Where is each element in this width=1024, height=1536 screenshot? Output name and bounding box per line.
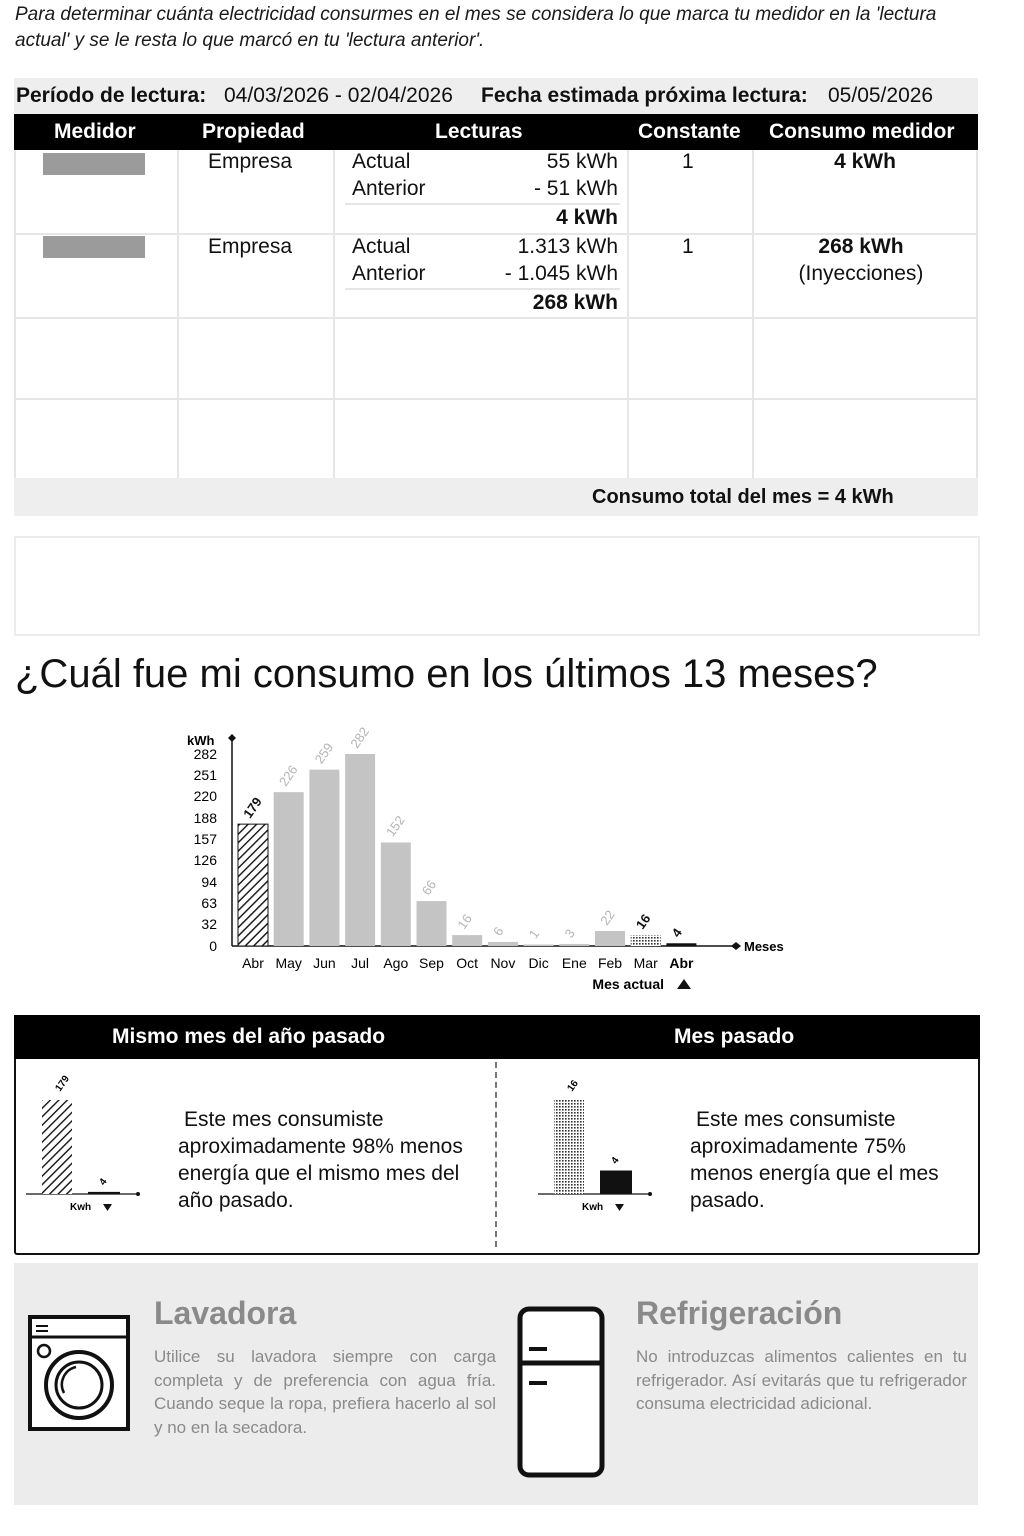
x-tick-label: Nov (490, 955, 516, 971)
x-tick-label: May (275, 955, 302, 971)
table-border (976, 150, 978, 478)
mini-axis-label: Kwh (582, 1202, 604, 1213)
last-month-text-line: Este mes consumiste (696, 1108, 896, 1131)
row2-actual-label: Actual (352, 235, 411, 258)
col-constant: Constante (638, 120, 741, 143)
table-divider (177, 150, 179, 478)
chart-bar (524, 945, 554, 947)
row2-actual-value: 1.313 kWh (517, 235, 618, 258)
consumption-bar-chart (0, 715, 1024, 1005)
bar-value-label: 179 (240, 794, 265, 821)
bar-value-label: 282 (347, 724, 373, 751)
y-tick-label: 157 (193, 831, 217, 848)
x-tick-label: Jun (313, 955, 336, 971)
x-tick-label: Abr (669, 955, 694, 971)
row1-previous-value: - 51 kWh (533, 177, 618, 200)
last-month-text (690, 1106, 970, 1214)
x-tick-label: Mar (633, 955, 658, 971)
last-month-text-line: pasado. (690, 1189, 765, 1212)
tip-fridge-title: Refrigeración (636, 1295, 843, 1331)
y-tick-label: 220 (193, 788, 217, 805)
mini-value-current: 4 (609, 1155, 622, 1167)
mini-axis-end (136, 1192, 140, 1196)
history-title: ¿Cuál fue mi consumo en los últimos 13 meses? (15, 652, 878, 696)
bar-value-label: 6 (490, 924, 507, 939)
row1-consumption: 4 kWh (834, 150, 896, 173)
next-reading-label: Fecha estimada próxima lectura: (481, 84, 808, 107)
y-tick-label: 251 (193, 767, 217, 784)
chart-bar (309, 770, 339, 946)
y-tick-label: 126 (193, 852, 217, 869)
subtotal-line (345, 203, 620, 205)
refrigerator-icon (517, 1305, 607, 1481)
row1-actual-value: 55 kWh (546, 150, 618, 173)
chart-bar (274, 792, 304, 946)
bar-value-label: 16 (632, 911, 654, 932)
monthly-total: Consumo total del mes = 4 kWh (592, 486, 894, 508)
row1-previous-label: Anterior (352, 177, 426, 200)
same-month-text (178, 1106, 488, 1214)
col-meter: Medidor (54, 120, 136, 143)
x-axis-arrow (731, 942, 741, 950)
table-divider (752, 150, 754, 478)
meter-table-header (14, 114, 978, 150)
chart-bar (381, 843, 411, 946)
reading-period-bar (14, 78, 978, 114)
same-month-text-line: año pasado. (178, 1189, 294, 1212)
period-label: Período de lectura: (16, 84, 207, 107)
row2-previous-value: - 1.045 kWh (504, 262, 618, 285)
subtotal-line (345, 288, 620, 290)
table-divider (14, 317, 978, 319)
chart-bar (595, 931, 625, 946)
chart-bar (238, 824, 268, 946)
tip-washer-text: Utilice su lavadora siempre con carga completa y de preferencia con agua fría. Cuando seque la ropa, prefiera hacerlo al sol y no en la secadora. (154, 1347, 496, 1437)
table-border (14, 150, 16, 478)
mini-bar-current (600, 1171, 632, 1195)
meter-id-redacted (43, 153, 145, 175)
y-tick-label: 188 (193, 810, 217, 826)
same-month-text-line: Este mes consumiste (184, 1108, 384, 1131)
bar-value-label: 3 (561, 926, 578, 941)
same-month-text-line: energía que el mismo mes del (178, 1162, 460, 1185)
table-divider (627, 150, 629, 478)
chart-bar (488, 942, 518, 946)
row2-property: Empresa (208, 235, 293, 258)
mini-axis-label: Kwh (70, 1202, 92, 1213)
row1-diff: 4 kWh (556, 206, 618, 229)
same-month-mini-chart (20, 1070, 160, 1220)
chart-bar (417, 901, 447, 946)
chart-bar (559, 944, 589, 946)
same-month-text-line: aproximadamente 98% menos (178, 1135, 463, 1158)
last-month-title: Mes pasado (674, 1025, 795, 1048)
mini-bar-past (42, 1100, 72, 1194)
row2-consumption-note: (Inyecciones) (798, 262, 924, 285)
mini-axis-marker (615, 1204, 624, 1211)
monthly-total-bar (14, 478, 978, 516)
y-axis-arrow (228, 734, 236, 742)
mini-value-past: 16 (565, 1078, 581, 1094)
y-axis-label: kWh (187, 733, 215, 748)
y-tick-label: 94 (201, 874, 217, 890)
x-tick-label: Ago (383, 955, 409, 971)
row2-diff: 268 kWh (532, 291, 618, 314)
y-tick-label: 32 (201, 916, 217, 933)
chart-bar (666, 943, 696, 946)
chart-bar (345, 754, 375, 946)
tip-washer-title: Lavadora (154, 1295, 297, 1331)
bar-value-label: 152 (382, 812, 408, 840)
row2-previous-label: Anterior (352, 262, 426, 285)
meter-id-redacted (43, 236, 145, 258)
mini-value-past: 179 (53, 1073, 73, 1094)
table-divider (333, 150, 335, 478)
col-property: Propiedad (202, 120, 305, 143)
last-month-text-line: aproximadamente 75% (690, 1135, 906, 1158)
x-tick-label: Dic (528, 955, 549, 971)
bar-value-label: 226 (275, 762, 301, 789)
comparison-header (14, 1015, 980, 1059)
bar-value-label: 22 (597, 907, 618, 928)
col-readings: Lecturas (435, 120, 523, 143)
current-month-label: Mes actual (592, 976, 664, 992)
mini-value-current: 4 (97, 1176, 110, 1188)
x-tick-label: Sep (419, 955, 444, 971)
same-month-last-year-title: Mismo mes del año pasado (112, 1025, 386, 1048)
row2-constant: 1 (682, 235, 694, 258)
x-tick-label: Feb (597, 955, 623, 971)
chart-bar (452, 935, 482, 946)
chart-bar (631, 935, 661, 946)
intro-text: Para determinar cuánta electricidad consurmes en el mes se considera lo que marca tu medidor en la 'lectura actual' y se le resta lo que marcó en tu 'lectura anterior'. (15, 4, 937, 51)
bar-value-label: 259 (311, 739, 337, 767)
next-reading-value: 05/05/2026 (828, 84, 934, 107)
row1-property: Empresa (208, 150, 293, 173)
energy-tips-panel (14, 1263, 978, 1505)
bar-value-label: 66 (418, 877, 440, 898)
mini-bar-current (88, 1192, 120, 1194)
last-month-text-line: menos energía que el mes (690, 1162, 939, 1185)
x-tick-label: Oct (456, 955, 479, 971)
tip-fridge-text: No introduzcas alimentos calientes en tu refrigerador. Así evitarás que tu refrigerador consuma electricidad adicional. (636, 1347, 967, 1413)
y-tick-label: 63 (201, 895, 217, 912)
period-value: 04/03/2026 - 02/04/2026 (224, 84, 453, 107)
bar-value-label: 16 (454, 911, 475, 932)
x-tick-label: Abr (242, 955, 264, 971)
bar-value-label: 4 (668, 925, 686, 940)
col-meter-consumption: Consumo medidor (769, 120, 955, 143)
current-month-marker (677, 979, 691, 989)
last-month-mini-chart (532, 1070, 672, 1220)
y-tick-label: 0 (209, 938, 217, 954)
bar-value-label: 1 (525, 926, 543, 942)
comparison-divider (495, 1062, 497, 1247)
mini-bar-past (554, 1100, 584, 1194)
row2-consumption: 268 kWh (818, 235, 904, 258)
x-tick-label: Jul (351, 955, 370, 971)
y-tick-label: 282 (193, 746, 217, 762)
washing-machine-icon (28, 1315, 132, 1433)
row1-constant: 1 (682, 150, 694, 173)
x-tick-label: Ene (561, 955, 587, 971)
mini-axis-marker (103, 1204, 112, 1211)
empty-panel (14, 536, 980, 636)
row1-actual-label: Actual (352, 150, 411, 173)
table-divider (14, 398, 978, 400)
x-axis-label: Meses (744, 939, 784, 954)
mini-axis-end (648, 1192, 652, 1196)
